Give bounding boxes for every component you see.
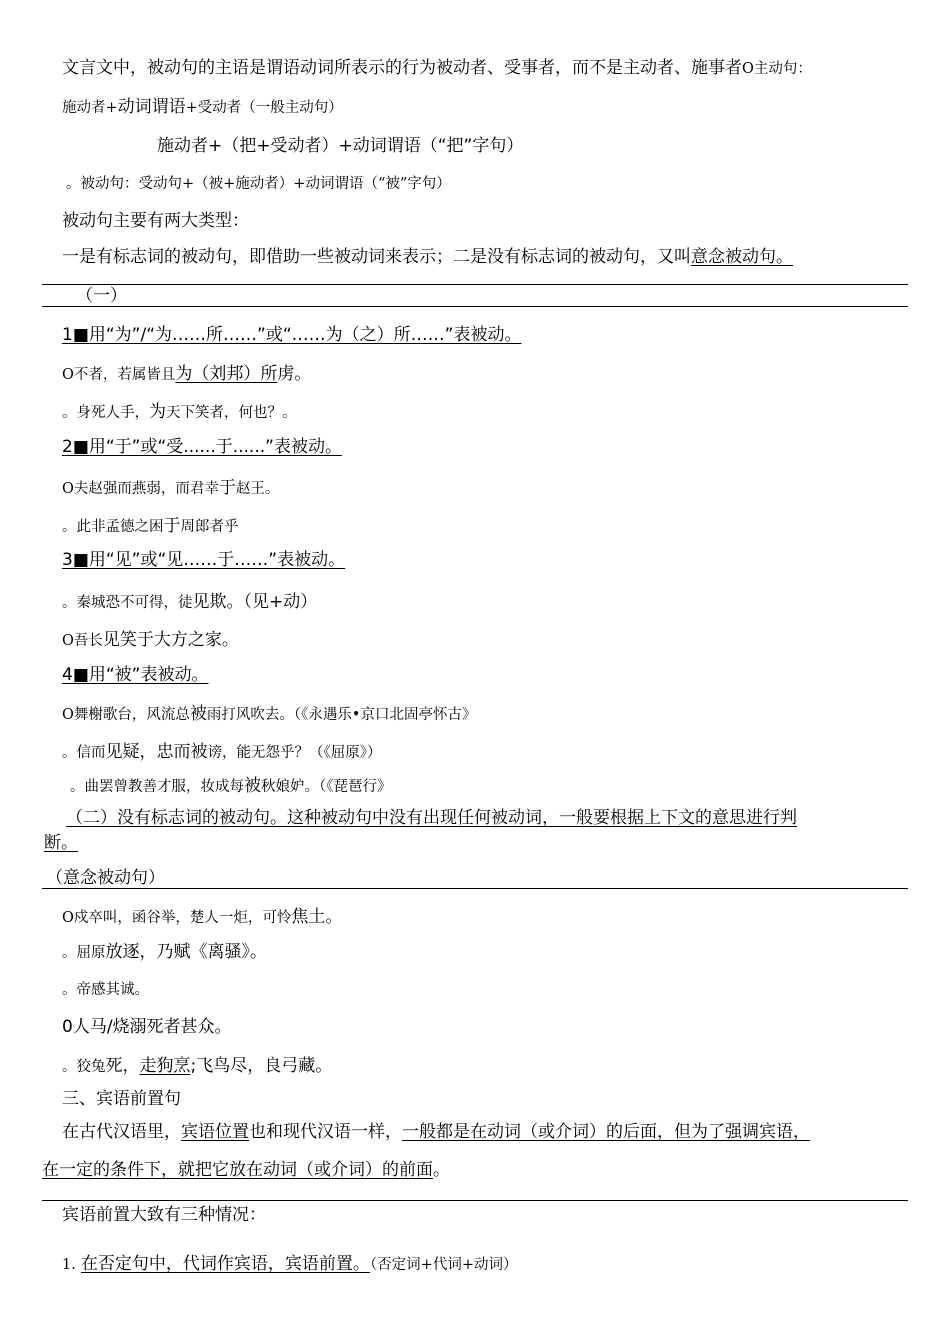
notion-passive-term: 意念被动句。 — [691, 247, 793, 267]
paragraph-text: 也和现代汉语一样， — [249, 1122, 402, 1142]
three-cases-intro: 宾语前置大致有三种情况： — [62, 1205, 266, 1225]
example-text: 虏。 — [277, 364, 312, 384]
section-1-label: （一） — [76, 286, 127, 306]
divider — [42, 306, 908, 307]
list-number: 1. — [62, 1257, 76, 1273]
example — [62, 742, 382, 762]
marker-word: 为 — [149, 402, 166, 422]
marker-word: 放逐，乃赋《离骚》。 — [105, 942, 267, 962]
paragraph-text: 在古代汉语里， — [62, 1122, 181, 1142]
example-text: 。狡兔 — [62, 1059, 106, 1075]
example-text: O舞榭歌台，风流总 — [62, 707, 190, 723]
section-2-subheading: （意念被动句） — [46, 868, 165, 888]
example-text: 。秦城恐不可得，徒 — [62, 595, 193, 611]
example — [62, 592, 317, 612]
intro-line-2 — [62, 97, 343, 117]
section-2-heading: （二）没有标志词的被动句。这种被动句中没有出现任何被动词，一般要根据上下文的意思进行判 — [66, 808, 797, 828]
example — [62, 630, 239, 650]
divider — [42, 888, 908, 889]
rule-1-heading: 1■用“为”/“为……所……”或“……为（之）所……”表被动。 — [62, 325, 522, 345]
marker-word: 焦土。 — [291, 907, 343, 927]
example-text: 。身死人手， — [62, 405, 149, 421]
list-item-text: 在否定句中，代词作宾语，宾语前置。 — [80, 1254, 370, 1274]
example-text: O吾长 — [62, 633, 103, 649]
types-text: 一是有标志词的被动句，即借助一些被动词来表示；二是没有标志词的被动句，又叫 — [62, 247, 691, 267]
passive-formula: 。被动句：受动句+（被+施动者）+动词谓语（“被”字句） — [66, 176, 451, 192]
example — [70, 776, 392, 796]
intro-text: 文言文中，被动句的主语是谓语动词所表示的行为被动者、受事者，而不是主动者、施事者 — [62, 58, 742, 78]
marker-word: 于 — [218, 478, 236, 498]
paragraph-text: 。 — [433, 1160, 450, 1180]
marker-word: 死， — [105, 1056, 140, 1076]
paragraph-text: 在一定的条件下，就把它放在动词（或介词）的前面 — [42, 1160, 433, 1180]
example-text: O不者，若属皆且 — [62, 367, 176, 383]
list-item — [62, 1254, 518, 1274]
intro-text-serif: O主动句： — [742, 61, 812, 77]
example — [62, 1056, 332, 1076]
paragraph-text: 宾语位置 — [181, 1122, 249, 1142]
marker-word: 为（刘邦）所 — [175, 364, 278, 384]
example — [62, 402, 297, 422]
example-text: 秋娘妒。（《琵琶行》 — [261, 779, 392, 795]
example — [62, 364, 311, 384]
formula-part: +受动者（一般主动句） — [185, 100, 343, 116]
example-text: 。此非孟德之困 — [62, 519, 164, 535]
example-text: 。曲罢曾教善才服，妆成每 — [70, 779, 244, 795]
marker-word: 见欺。（见+动） — [192, 592, 318, 612]
example — [62, 942, 267, 962]
example-text: 雨打风吹去。（《永遇乐•京口北固亭怀古》 — [206, 707, 477, 723]
section-3-paragraph — [62, 1122, 810, 1142]
rule-3-heading: 3■用“见”或“见……于……”表被动。 — [62, 550, 346, 570]
divider — [42, 284, 908, 285]
example-text: 周郎者乎 — [180, 519, 239, 535]
section-3-paragraph-cont — [42, 1160, 450, 1180]
marker-word: 走狗烹 — [139, 1056, 191, 1076]
example: 0人马/烧溺死者甚众。 — [62, 1017, 232, 1037]
example-text: O夫赵强而燕弱，而君幸 — [62, 481, 219, 497]
example-text: ;飞鸟尽，良弓藏。 — [190, 1056, 333, 1076]
example — [62, 516, 239, 536]
example-text: 。屈原 — [62, 945, 106, 961]
formula-part: 施动者+ — [62, 100, 118, 116]
example — [62, 907, 342, 927]
types-heading: 被动句主要有两大类型： — [62, 211, 249, 231]
example — [62, 704, 476, 724]
paragraph-text: 一般都是在动词（或介词）的后面，但为了强调宾语， — [402, 1122, 810, 1142]
section-2-heading-cont: 断。 — [44, 833, 78, 853]
divider — [42, 1200, 908, 1201]
example-text: 赵王。 — [235, 481, 280, 497]
marker-word: 被 — [189, 704, 207, 724]
example-text: 谤，能无怨乎？（《屈原》） — [207, 745, 382, 761]
rule-2-heading: 2■用“于”或“受......于......”表被动。 — [62, 437, 342, 457]
section-3-title: 三、宾语前置句 — [62, 1089, 181, 1109]
example-text: O戍卒叫，函谷举，楚人一炬，可怜 — [62, 910, 292, 926]
example: 。帝感其诚。 — [62, 982, 149, 998]
rule-4-heading: 4■用“被”表被动。 — [62, 665, 209, 685]
types-description — [62, 247, 793, 267]
example-text: 。信而 — [62, 745, 106, 761]
ba-formula: 施动者+（把+受动者）+动词谓语（“把”字句） — [157, 136, 524, 156]
example-text: 天下笑者，何也？。 — [166, 405, 297, 421]
marker-word: 于 — [163, 516, 181, 536]
intro-line-1 — [62, 58, 812, 78]
list-item-note: （否定词+代词+动词） — [369, 1257, 518, 1273]
marker-word: 见笑于大方之家。 — [102, 630, 239, 650]
formula-part: 动词谓语 — [117, 97, 186, 117]
marker-word: 见疑，忠而被 — [105, 742, 208, 762]
example — [62, 478, 279, 498]
marker-word: 被 — [244, 776, 261, 796]
